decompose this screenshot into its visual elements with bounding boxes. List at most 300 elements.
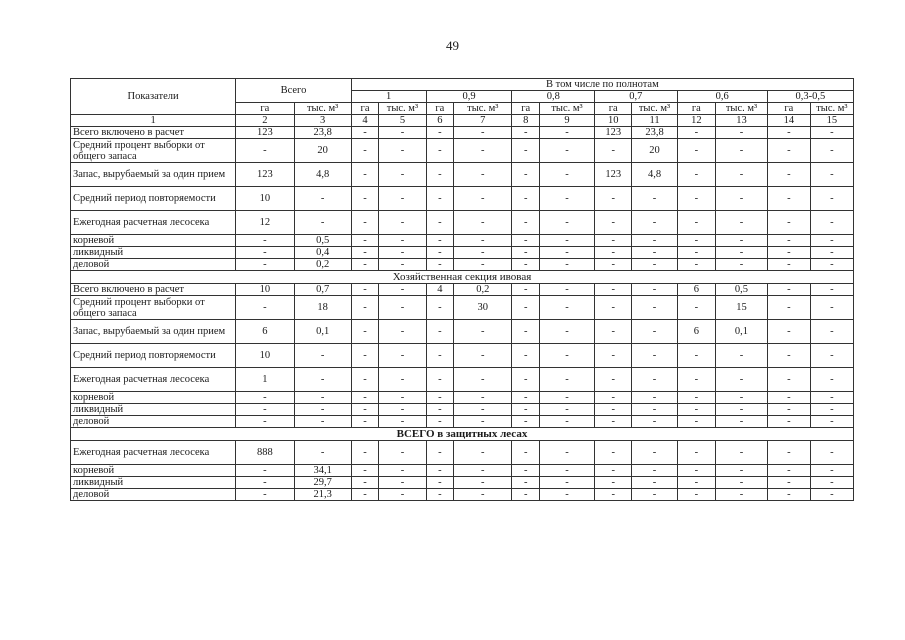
table-cell: 4 <box>426 284 454 296</box>
table-cell: - <box>677 211 716 235</box>
row-label: Ежегодная расчетная лесосека <box>71 211 236 235</box>
table-cell: - <box>426 127 454 139</box>
table-cell: - <box>379 344 426 368</box>
column-number: 4 <box>351 115 379 127</box>
table-cell: - <box>512 211 540 235</box>
header-unit-vol: тыс. м³ <box>294 103 351 115</box>
table-cell: - <box>236 489 294 501</box>
table-cell: - <box>454 441 512 465</box>
column-number: 5 <box>379 115 426 127</box>
table-cell: - <box>632 284 677 296</box>
table-cell: - <box>379 368 426 392</box>
table-cell: - <box>677 465 716 477</box>
column-number: 7 <box>454 115 512 127</box>
table-cell: - <box>539 416 594 428</box>
header-unit-ha: га <box>426 103 454 115</box>
table-cell: - <box>539 127 594 139</box>
table-cell: 10 <box>236 284 294 296</box>
table-cell: - <box>632 187 677 211</box>
table-cell: - <box>767 211 810 235</box>
table-cell: - <box>677 127 716 139</box>
table-cell: - <box>351 404 379 416</box>
table-cell: - <box>810 477 853 489</box>
table-cell: - <box>716 477 768 489</box>
table-cell: - <box>351 259 379 271</box>
table-row <box>71 489 854 501</box>
table-cell: - <box>767 477 810 489</box>
table-cell: 23,8 <box>294 127 351 139</box>
table-cell: - <box>595 416 632 428</box>
table-cell: - <box>595 465 632 477</box>
table-cell: - <box>539 139 594 163</box>
table-cell: - <box>379 284 426 296</box>
row-label: корневой <box>71 235 236 247</box>
header-unit-ha: га <box>236 103 294 115</box>
table-cell: - <box>539 187 594 211</box>
table-cell: - <box>379 477 426 489</box>
table-cell: 18 <box>294 296 351 320</box>
table-cell: - <box>512 259 540 271</box>
table-cell: - <box>454 139 512 163</box>
table-cell: - <box>810 259 853 271</box>
table-cell: - <box>632 296 677 320</box>
table-cell: - <box>632 247 677 259</box>
row-label: деловой <box>71 259 236 271</box>
table-cell: - <box>595 187 632 211</box>
table-cell: - <box>716 465 768 477</box>
table-cell: - <box>677 489 716 501</box>
table-cell: - <box>351 489 379 501</box>
table-cell: - <box>632 489 677 501</box>
table-cell: - <box>595 259 632 271</box>
table-cell: - <box>632 211 677 235</box>
table-cell: 6 <box>677 284 716 296</box>
table-cell: - <box>454 211 512 235</box>
table-cell: 20 <box>632 139 677 163</box>
table-row <box>71 127 854 139</box>
table-cell: - <box>810 296 853 320</box>
table-cell: - <box>426 477 454 489</box>
table-cell: - <box>632 320 677 344</box>
table-cell: - <box>294 344 351 368</box>
section-header-row <box>71 428 854 441</box>
table-cell: 123 <box>236 163 294 187</box>
table-cell: - <box>379 247 426 259</box>
column-number: 8 <box>512 115 540 127</box>
table-row <box>71 211 854 235</box>
table-cell: - <box>632 441 677 465</box>
table-row <box>71 465 854 477</box>
table-cell: - <box>595 211 632 235</box>
table-cell: - <box>426 416 454 428</box>
column-number: 10 <box>595 115 632 127</box>
row-label: Средний процент выборки от общего запаса <box>71 296 236 320</box>
table-row <box>71 296 854 320</box>
table-cell: 6 <box>236 320 294 344</box>
header-density-group: 0,3-0,5 <box>767 91 853 103</box>
table-cell: - <box>454 344 512 368</box>
table-cell: - <box>810 465 853 477</box>
table-cell: - <box>351 284 379 296</box>
table-cell: - <box>426 320 454 344</box>
table-cell: - <box>351 127 379 139</box>
table-cell: - <box>426 392 454 404</box>
table-cell: - <box>767 284 810 296</box>
column-number: 11 <box>632 115 677 127</box>
table-cell: - <box>595 477 632 489</box>
header-density-group: 0,9 <box>426 91 512 103</box>
table-cell: - <box>716 441 768 465</box>
table-cell: - <box>236 465 294 477</box>
table-cell: - <box>677 235 716 247</box>
table-cell: - <box>512 392 540 404</box>
header-density-group: 0,6 <box>677 91 767 103</box>
table-cell: - <box>512 441 540 465</box>
table-cell: - <box>810 441 853 465</box>
header-unit-ha: га <box>767 103 810 115</box>
table-cell: - <box>767 187 810 211</box>
table-cell: - <box>512 235 540 247</box>
table-row <box>71 259 854 271</box>
table-row <box>71 163 854 187</box>
header-including: В том числе по полнотам <box>351 79 853 91</box>
table-cell: - <box>767 247 810 259</box>
table-cell: - <box>595 344 632 368</box>
table-cell: - <box>294 392 351 404</box>
table-cell: - <box>454 259 512 271</box>
table-row <box>71 320 854 344</box>
table-cell: - <box>454 187 512 211</box>
table-cell: - <box>294 416 351 428</box>
table-cell: - <box>379 139 426 163</box>
table-cell: - <box>810 211 853 235</box>
column-number: 3 <box>294 115 351 127</box>
table-cell: - <box>351 368 379 392</box>
table-cell: - <box>454 465 512 477</box>
row-label: Средний процент выборки от общего запаса <box>71 139 236 163</box>
table-cell: 4,8 <box>632 163 677 187</box>
column-number: 2 <box>236 115 294 127</box>
section-header-row <box>71 271 854 284</box>
table-cell: - <box>595 392 632 404</box>
table-cell: - <box>426 368 454 392</box>
table-cell: - <box>767 163 810 187</box>
table-cell: - <box>539 404 594 416</box>
table-cell: - <box>379 296 426 320</box>
column-number: 6 <box>426 115 454 127</box>
table-cell: 12 <box>236 211 294 235</box>
table-cell: - <box>810 284 853 296</box>
table-cell: - <box>539 477 594 489</box>
table-cell: - <box>716 235 768 247</box>
column-number: 12 <box>677 115 716 127</box>
table-cell: - <box>595 247 632 259</box>
table-row <box>71 247 854 259</box>
table-cell: - <box>767 235 810 247</box>
table-cell: 0,7 <box>294 284 351 296</box>
header-total: Всего <box>236 79 352 103</box>
row-label: Всего включено в расчет <box>71 127 236 139</box>
row-label: деловой <box>71 489 236 501</box>
row-label: корневой <box>71 465 236 477</box>
table-cell: - <box>632 404 677 416</box>
table-cell: - <box>810 127 853 139</box>
table-cell: - <box>767 368 810 392</box>
table-cell: - <box>512 344 540 368</box>
column-number: 9 <box>539 115 594 127</box>
header-unit-vol: тыс. м³ <box>454 103 512 115</box>
header-unit-vol: тыс. м³ <box>716 103 768 115</box>
table-cell: - <box>539 465 594 477</box>
table-cell: - <box>539 441 594 465</box>
table-cell: - <box>810 416 853 428</box>
table-cell: - <box>236 477 294 489</box>
table-cell: - <box>539 235 594 247</box>
table-cell: - <box>767 320 810 344</box>
table-cell: 0,4 <box>294 247 351 259</box>
row-label: Всего включено в расчет <box>71 284 236 296</box>
column-number: 15 <box>810 115 853 127</box>
table-cell: 34,1 <box>294 465 351 477</box>
table-cell: - <box>767 441 810 465</box>
table-cell: 6 <box>677 320 716 344</box>
table-cell: - <box>426 404 454 416</box>
table-cell: - <box>632 416 677 428</box>
table-cell: - <box>810 187 853 211</box>
table-cell: 123 <box>236 127 294 139</box>
table-cell: - <box>632 344 677 368</box>
table-cell: - <box>716 211 768 235</box>
table-cell: - <box>595 235 632 247</box>
table-row <box>71 344 854 368</box>
table-cell: - <box>379 416 426 428</box>
table-cell: - <box>716 416 768 428</box>
table-cell: - <box>512 368 540 392</box>
header-unit-ha: га <box>677 103 716 115</box>
table-cell: - <box>454 392 512 404</box>
table-cell: - <box>426 139 454 163</box>
table-cell: - <box>454 163 512 187</box>
table-cell: - <box>426 465 454 477</box>
table-row <box>71 368 854 392</box>
table-cell: - <box>379 127 426 139</box>
table-cell: - <box>351 416 379 428</box>
table-cell: - <box>716 344 768 368</box>
table-cell: - <box>351 344 379 368</box>
table-cell: 10 <box>236 187 294 211</box>
table-cell: - <box>426 344 454 368</box>
table-cell: - <box>351 211 379 235</box>
table-cell: 0,2 <box>294 259 351 271</box>
table-cell: - <box>677 247 716 259</box>
table-cell: - <box>236 235 294 247</box>
table-cell: - <box>767 259 810 271</box>
table-cell: - <box>595 296 632 320</box>
table-cell: - <box>810 368 853 392</box>
table-cell: - <box>236 139 294 163</box>
table-cell: - <box>351 187 379 211</box>
table-cell: - <box>767 296 810 320</box>
table-cell: - <box>351 247 379 259</box>
table-cell: - <box>539 259 594 271</box>
table-cell: - <box>379 163 426 187</box>
table-cell: - <box>595 489 632 501</box>
table-cell: 123 <box>595 163 632 187</box>
table-cell: 4,8 <box>294 163 351 187</box>
table-cell: - <box>236 404 294 416</box>
table-cell: - <box>595 368 632 392</box>
table-cell: - <box>379 392 426 404</box>
table-row <box>71 392 854 404</box>
table-cell: - <box>294 211 351 235</box>
table-cell: - <box>379 235 426 247</box>
table-cell: - <box>512 404 540 416</box>
table-cell: - <box>677 368 716 392</box>
table-cell: - <box>512 247 540 259</box>
table-cell: - <box>539 284 594 296</box>
table-cell: - <box>677 187 716 211</box>
table-cell: - <box>810 489 853 501</box>
table-cell: - <box>767 392 810 404</box>
column-number: 1 <box>71 115 236 127</box>
table-cell: - <box>595 320 632 344</box>
table-cell: - <box>426 441 454 465</box>
table-cell: 21,3 <box>294 489 351 501</box>
table-cell: - <box>351 465 379 477</box>
table-cell: - <box>595 404 632 416</box>
table-cell: - <box>351 139 379 163</box>
table-cell: - <box>426 247 454 259</box>
table-row <box>71 416 854 428</box>
table-cell: - <box>677 392 716 404</box>
table-cell: - <box>539 320 594 344</box>
table-cell: - <box>379 211 426 235</box>
table-cell: - <box>632 368 677 392</box>
table-cell: 0,2 <box>454 284 512 296</box>
table-cell: - <box>426 489 454 501</box>
table-cell: - <box>716 139 768 163</box>
table-cell: - <box>512 477 540 489</box>
section-title: Хозяйственная секция ивовая <box>71 271 854 284</box>
table-cell: 123 <box>595 127 632 139</box>
table-cell: - <box>454 477 512 489</box>
table-cell: - <box>512 127 540 139</box>
header-density-group: 0,8 <box>512 91 595 103</box>
table-cell: 0,5 <box>716 284 768 296</box>
table-cell: 15 <box>716 296 768 320</box>
table-cell: - <box>351 296 379 320</box>
table-cell: - <box>379 320 426 344</box>
table-cell: 0,5 <box>294 235 351 247</box>
header-unit-vol: тыс. м³ <box>539 103 594 115</box>
header-density-group: 1 <box>351 91 426 103</box>
table-cell: - <box>236 296 294 320</box>
row-label: корневой <box>71 392 236 404</box>
table-cell: - <box>716 259 768 271</box>
table-cell: 23,8 <box>632 127 677 139</box>
table-cell: - <box>426 296 454 320</box>
table-cell: - <box>632 259 677 271</box>
row-label: ликвидный <box>71 247 236 259</box>
row-label: Ежегодная расчетная лесосека <box>71 368 236 392</box>
table-cell: - <box>810 392 853 404</box>
table-cell: - <box>632 392 677 404</box>
table-cell: - <box>595 441 632 465</box>
header-unit-ha: га <box>595 103 632 115</box>
table-cell: - <box>677 416 716 428</box>
table-cell: - <box>810 139 853 163</box>
column-number: 13 <box>716 115 768 127</box>
table-cell: - <box>512 320 540 344</box>
table-cell: - <box>454 489 512 501</box>
table-cell: - <box>767 416 810 428</box>
table-cell: - <box>294 187 351 211</box>
table-cell: - <box>716 404 768 416</box>
header-density-group: 0,7 <box>595 91 678 103</box>
table-cell: - <box>351 477 379 489</box>
table-cell: - <box>677 296 716 320</box>
table-cell: - <box>539 392 594 404</box>
table-cell: - <box>379 187 426 211</box>
table-cell: - <box>595 284 632 296</box>
table-cell: - <box>351 392 379 404</box>
table-cell: - <box>539 368 594 392</box>
table-row <box>71 139 854 163</box>
table-cell: - <box>539 296 594 320</box>
table-cell: - <box>716 127 768 139</box>
table-cell: - <box>379 404 426 416</box>
table-cell: - <box>454 235 512 247</box>
table-cell: - <box>512 187 540 211</box>
forest-table <box>70 78 854 501</box>
section-title: ВСЕГО в защитных лесах <box>71 428 854 441</box>
table-cell: - <box>810 344 853 368</box>
table-cell: 10 <box>236 344 294 368</box>
table-cell: - <box>767 404 810 416</box>
table-cell: 0,1 <box>294 320 351 344</box>
table-cell: - <box>767 127 810 139</box>
table-cell: - <box>632 235 677 247</box>
column-number: 14 <box>767 115 810 127</box>
page-number: 49 <box>446 38 459 53</box>
table-cell: 29,7 <box>294 477 351 489</box>
header-indicators: Показатели <box>71 79 236 115</box>
table-cell: - <box>426 259 454 271</box>
table-cell: - <box>351 320 379 344</box>
table-cell: - <box>379 489 426 501</box>
table-cell: - <box>294 368 351 392</box>
table-cell: - <box>351 235 379 247</box>
table-cell: - <box>454 404 512 416</box>
table-cell: - <box>512 163 540 187</box>
header-unit-ha: га <box>351 103 379 115</box>
table-cell: - <box>512 296 540 320</box>
table-cell: - <box>677 477 716 489</box>
table-cell: - <box>539 211 594 235</box>
table-cell: - <box>767 465 810 477</box>
table-cell: - <box>767 489 810 501</box>
table-cell: - <box>426 187 454 211</box>
table-cell: - <box>810 320 853 344</box>
table-cell: - <box>539 344 594 368</box>
table-cell: - <box>351 441 379 465</box>
table-cell: - <box>379 441 426 465</box>
table-cell: - <box>716 392 768 404</box>
table-cell: - <box>539 489 594 501</box>
table-row <box>71 187 854 211</box>
table-cell: - <box>236 416 294 428</box>
table-cell: - <box>512 139 540 163</box>
